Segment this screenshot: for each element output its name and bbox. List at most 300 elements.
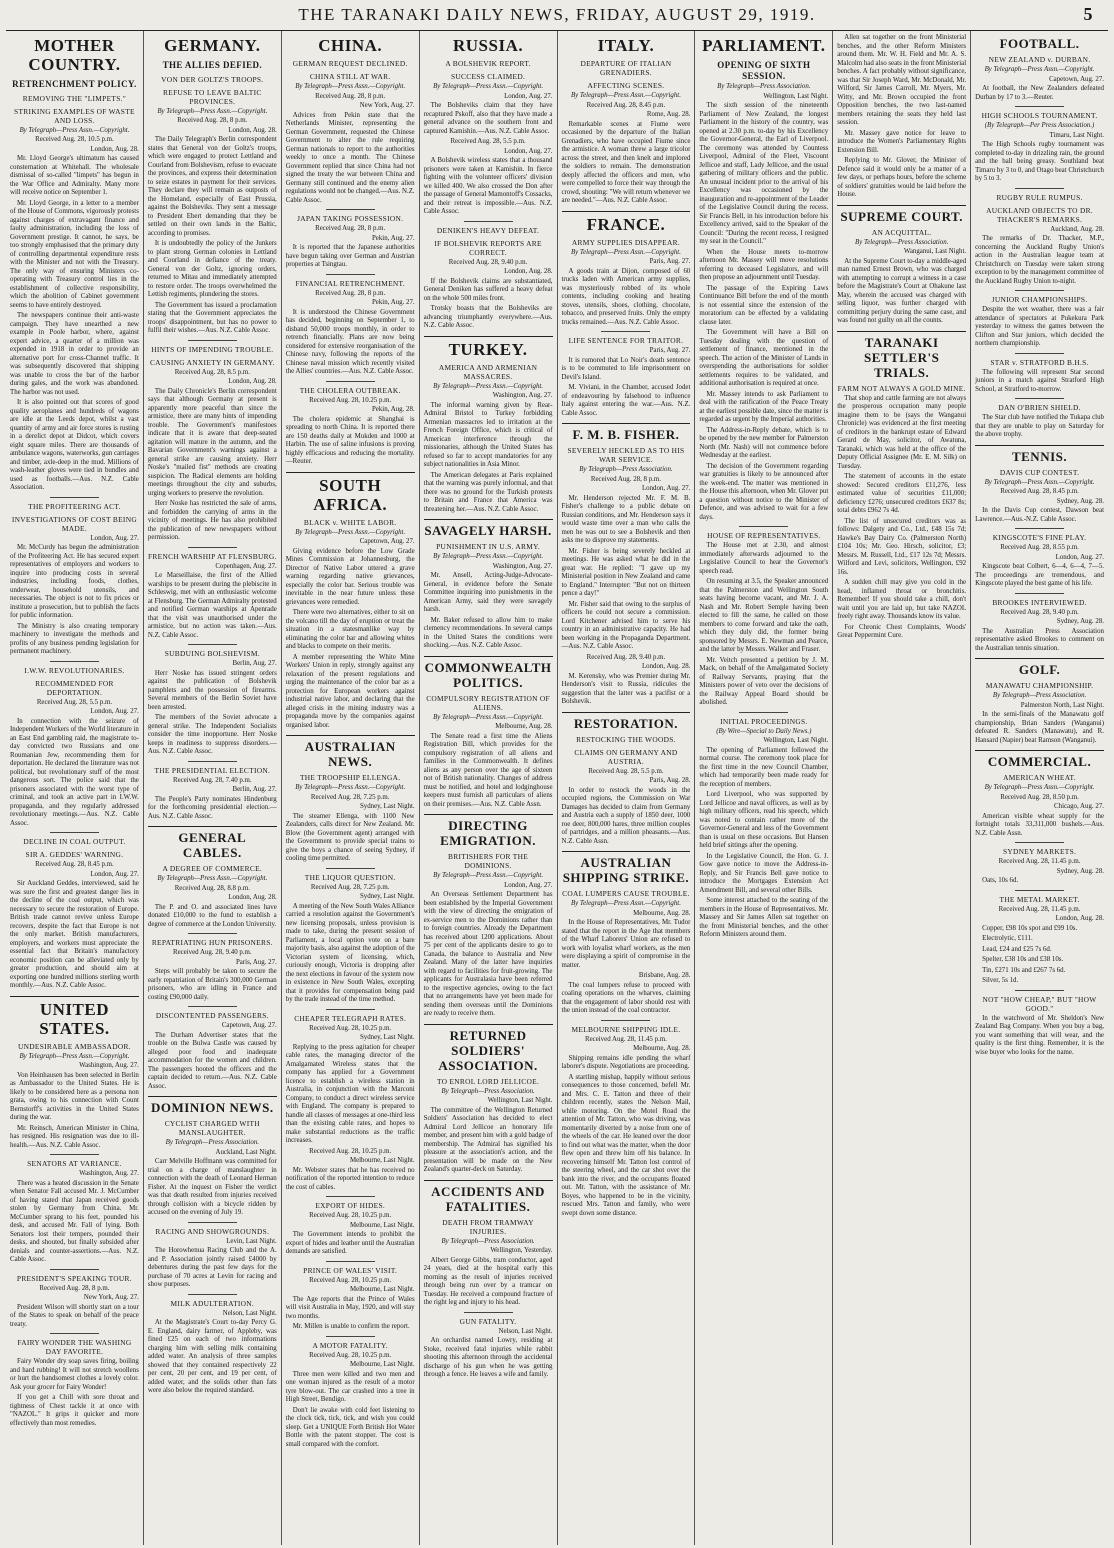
dateline: London, Aug. 27. xyxy=(641,485,691,492)
paragraph: In connection with the seizure of Independent Workers of the World literature in an East End gambling raid, the magistrate to-day convicted two Russians and one Roumanian Jew, recommending them for deportation. He declared the literature was not political, but revolutionary stuff of the most dangerous sort. The police said that the prisoners associated with the worst type of criminal, and took an active part in I.W.W. propaganda, and they regularly addressed revolutionary meetings.—Aus. N.Z. Cable Assoc. xyxy=(10,717,139,827)
subheading: THE LIQUOR QUESTION. xyxy=(304,872,396,882)
paragraph: Kingscote beat Colbert, 6—4, 6—4, 7—5. The proceedings are tremendous, and Kingscote played the best game of his life. xyxy=(975,563,1104,587)
subheading: SEVERELY HECKLED AS TO HIS WAR SERVICE. xyxy=(567,446,685,464)
paragraph: Lord Liverpool, who was supported by Lord Jellicoe and naval officers, as well as by high military officers, read his speech, which was noted to contain rather more of the Governor-General and less of the Government than is usual on these occasions. But Hansen held brief sittings after the opening. xyxy=(699,791,829,849)
dateline: Washington, Aug. 27. xyxy=(79,1170,139,1177)
dateline: Pekin, Aug. 28. xyxy=(371,406,415,413)
subheading: AMERICA AND ARMENIAN MASSACRES. xyxy=(438,362,538,381)
section-heading: FRANCE. xyxy=(586,214,666,234)
paragraph: Silver, 5s 1d. xyxy=(982,977,1019,984)
paragraph: M. Kerensky, who was Premier during Mr. Henderson's visit to Russia, ridicules the suggestion that the latter was a pacifist or a Bolshevik. xyxy=(561,672,691,705)
dateline: London, Aug. 27. xyxy=(504,147,553,155)
paragraph: Mr. Henderson rejected Mr. F. M. B. Fisher's challenge to a public debate on Russian conditions, and Mr. Henderson says it would waste time over a man who calls the men he was out to see a Bolshevik and then asks me to disprove my statements. xyxy=(561,494,691,544)
dateline: Rome, Aug. 28. xyxy=(646,111,691,118)
paragraph: Mr. Lloyd George, in a letter to a member of the House of Commons, vigorously protests against charges of extravagant finance and faulty administration, including the loss of Government prestige. It cannot, he says, be too strongly emphasised that the primary duty of controlling departmental expenditure rests with the Minister and not with the Treasury. The only way of ensuring Ministers co-operating with Treasury control lies in the establishment of collective responsibility, which the abolition of Cabinet government seems to have entirely destroyed. xyxy=(10,199,139,309)
paragraph: In the watchword of Mr. Sheldon's New Zealand Bag Company. When you buy a bag, you want something that will wear, and the quality is the first thing. Remember, it is the wise buyer who looks for the name. xyxy=(975,1014,1104,1056)
received-line: Received Aug. 28, 8.5 p.m. xyxy=(174,368,250,376)
paragraph: Three men were killed and two men and one woman injured as the result of a motor tyre blow-out. The car crashed into a tree in High Street, Bendigo. xyxy=(285,1370,415,1403)
section-divider xyxy=(424,656,553,657)
subheading: INVESTIGATIONS OF COST BEING MADE. xyxy=(11,514,137,533)
paragraph: American visible wheat supply for the fortnight totals 33,311,000 bushels.—Aus. N.Z. Cable Assn. xyxy=(975,812,1104,837)
dateline: Melbourne, Last Night. xyxy=(349,1361,415,1368)
article-heading: COMMONWEALTH POLITICS. xyxy=(424,659,552,690)
article-heading: DIRECTING EMIGRATION. xyxy=(440,818,537,848)
byline: By Telegraph—Press Association. xyxy=(441,1087,535,1095)
subheading: DAVIS CUP CONTEST. xyxy=(999,467,1080,477)
paragraph: The Government will have a Bill on Tuesday dealing with the question of settlement of finance, mentioned in the speech. The action of the Minister of Lands in overspending the authorisations for soldier settlements requires to be validated, and additional authorisation is required at once. xyxy=(699,329,829,387)
paragraph: The members of the Soviet advocate a general strike. The Independent Socialists consider the time inopportune. Herr Noske keeps in readiness to suppress disorders.—Aus. N.Z. Cable Assoc. xyxy=(147,714,277,755)
article-divider xyxy=(1015,106,1064,107)
paragraph: It is rumored that Lo Noir's death sentence is to be commuted to life imprisonment on Devil's Island. xyxy=(561,356,691,381)
received-line: Received Aug. 28, 8 p.m. xyxy=(39,1284,110,1292)
subheading: DECLINE IN COAL OUTPUT. xyxy=(23,837,126,846)
received-line: Received Aug. 28, 5.5 p.m. xyxy=(588,767,664,775)
paragraph: The Government intends to prohibit the export of hides and leather until the Australian demands are satisfied. xyxy=(285,1231,415,1255)
article-heading: SUPREME COURT. xyxy=(840,208,963,224)
paragraph: Allen sat together on the front Ministerial benches, and the other Reform Ministers around them. Mr. W. H. Field and Mr. A. S. Malcolm had also seats in the front Ministerial benches. A fact probably without significance, was that Sir Joseph Ward, Mr. McDonald, Mr. Wilford, Sir James Carroll, Mr. Myers, Mr. Witty, and Mr. Brown occupied the front Opposition benches, the two last-named members retaining the seats they held last session. xyxy=(837,34,967,126)
subheading: DISCONTENTED PASSENGERS. xyxy=(155,1011,269,1020)
subheading: MELBOURNE SHIPPING IDLE. xyxy=(571,1024,681,1034)
dateline: London, Aug. 28. xyxy=(228,378,277,385)
paragraph: Mr. Fisher said that owing to the surplus of officers he could not secure a commission. Lord Kitchener advised him to serve his country in an administrative capacity. He had been working in the Propaganda Department.—Aus. N.Z. Cable Assoc. xyxy=(561,600,691,650)
dateline: London, Aug. 27. xyxy=(90,708,139,715)
section-divider xyxy=(975,445,1104,446)
paragraph: Herr Noske has restricted the sale of arms, and forbidden the carrying of arms in the vicinity of meetings. He has also prohibited the publication of new newspapers without permission. xyxy=(147,500,277,541)
subheading: CAUSING ANXIETY IN GERMANY. xyxy=(149,357,275,367)
section-divider xyxy=(286,735,415,736)
dateline: Wanganui, Last Night. xyxy=(903,248,967,255)
article-divider xyxy=(50,497,99,498)
received-line: Received Aug. 28, 5.5 p.m. xyxy=(450,138,526,145)
byline: By Telegraph—Press Assn.—Copyright. xyxy=(157,875,268,882)
received-line: Received Aug. 28, 8 p.m. xyxy=(177,117,248,124)
paragraph: The passage of the Expiring Laws Continuance Bill before the end of the month is not essential since the extension of the moratorium can be effected by a validating clause later. xyxy=(699,284,829,326)
masthead-title: THE TARANAKI DAILY NEWS, FRIDAY, AUGUST 29, 1919. xyxy=(298,5,816,24)
dateline: London, Aug. 27. xyxy=(90,534,139,542)
section-heading: GERMANY. xyxy=(164,36,261,55)
received-line: Received Aug. 28, 10.25 p.m. xyxy=(309,1276,392,1284)
paragraph: At the Magistrate's Court to-day Percy G. E. England, dairy farmer, of Appleby, was fined £25 on each of two informations charging him with selling milk containing added water. An analysis of three samples showed that they contained respectively 22 per cent, 20 per cent, and 19 per cent, of added water, and the solids other than fats were also below the required standard. xyxy=(147,1319,277,1394)
section-heading: TURKEY. xyxy=(448,339,528,359)
received-line: Received Aug. 28, 8.8 p.m. xyxy=(174,884,250,892)
subheading: JAPAN TAKING POSSESSION. xyxy=(297,214,404,223)
subheading: DEATH FROM TRAMWAY INJURIES. xyxy=(442,1217,534,1236)
dateline: Capetown, Aug. 27. xyxy=(221,1022,277,1029)
subheading: HOUSE OF REPRESENTATIVES. xyxy=(707,531,821,540)
received-line: Received Aug. 28, 10.5 p.m. xyxy=(35,136,114,143)
paragraph: The following will represent Star second juniors in a match against Stratford High School, at Stratford to-morrow. xyxy=(975,368,1104,393)
subheading: SIR A. GEDDES' WARNING. xyxy=(25,850,124,859)
paragraph: Despite the wet weather, there was a fair attendance of spectators at Pukekura Park yesterday to witness the games between the Clifton and Star juniors, which decided the northern championship. xyxy=(975,306,1104,347)
article-divider xyxy=(1015,990,1064,991)
subheading: THE METAL MARKET. xyxy=(999,894,1080,904)
paragraph: A startling mishap, happily without serious consequences to those concerned, befell Mr. and Mrs. C. E. Tatton and three of their children recently, states the Nelson Mail, while motoring. On the Motel Road the attention of Mr. Tatton, who was driving, was momentarily diverted by a noise from one of the wheels of the car. He leaned over the door to find out what was the matter, when the door flew open and threw him off his balance. In recovering himself Mr. Tatton lost control of the steering wheel, and the car shot over the bank into the river, and the occupants floated out. Mr. Tatton, with the assistance of Mr. Boyes, who happened to be in the vicinity, rescued Mrs. Tatton and family, who were swept down some distance. xyxy=(561,1073,691,1217)
received-line: Received Aug. 28, 10.25 p.m. xyxy=(309,1024,392,1032)
article-divider xyxy=(50,1269,99,1270)
subheading: RESTOCKING THE WOODS. xyxy=(576,734,676,744)
subheading: I.W.W. REVOLUTIONARIES. xyxy=(24,665,125,675)
article-divider xyxy=(326,1196,375,1197)
article-divider xyxy=(326,274,375,275)
dateline: London, Aug. 28. xyxy=(1055,915,1104,922)
paragraph: An Overseas Settlement Department has been established by the Imperial Government with the view of directing the emigration of ex-service men to the Dominions rather than to foreign countries. Already the Department has received about 1200 applications. About 75 per cent of the applicants desire to go to Canada, the balance to Australia and New Zealand. Many of the latter have inquiries with regard to facilities for fruit-growing. The applicants for Australasia have been referred to the respective agencies, owing to the fact that no arrangements have yet been made for sending them overseas until the Dominions are ready to receive them. xyxy=(423,891,553,1017)
section-heading: ITALY. xyxy=(597,36,655,55)
paragraph: Mr. Massey gave notice for leave to introduce the Women's Parliamentary Rights Extension Bill. xyxy=(837,129,967,154)
paragraph: At football, the New Zealanders defeated Durban by 17 to 3.—Reuter. xyxy=(975,85,1104,101)
byline: By Telegraph—Press Assn.—Copyright. xyxy=(157,107,268,115)
subheading: RACING AND SHOWGROUNDS. xyxy=(155,1226,270,1236)
received-line: Received Aug. 28, 10.25 p.m. xyxy=(309,396,392,404)
article-divider xyxy=(188,644,237,645)
paragraph: The Horowhenua Racing Club and the A. and P. Association jointly raised £4000 by debentures during the past few days for the purchase of 70 acres at Levin for racing and show purposes. xyxy=(147,1247,277,1288)
article-heading: GOLF. xyxy=(1018,662,1061,677)
dateline: Melbourne, Aug. 28. xyxy=(495,723,553,730)
paragraph: Mr. Lloyd George's ultimatum has caused consternation at Whitehall. The wholesale dismissal of so-called "limpets" has begun in the War Office and Admiralty. Many more will receive notice on September 1. xyxy=(10,155,139,196)
section-divider xyxy=(837,205,966,206)
subheading: STAR v. STRATFORD B.H.S. xyxy=(990,357,1089,367)
paragraph: The Durham Advertiser states that the trouble on the Bulwa Castle was caused by alleged poor food and inadequate accommodation for the women and children. The passengers hooted the officers and the captain decided to return.—Aus. N.Z. Cable Assoc. xyxy=(147,1031,277,1090)
section-divider xyxy=(975,658,1104,659)
dateline: Sydney, Aug. 28. xyxy=(1056,618,1104,625)
paragraph: The newspapers continue their anti-waste campaign. They have unearthed a new example in Poole harbor, where, against expert advice, a quarter of a million was expended in 1918 in order to provide an alternative port for cross-Channel traffic. It was subsequently discovered that shipping was unable to cross the bar of the harbor during gales, and the work was abandoned. The harbor was not used. xyxy=(10,312,139,396)
dateline: Pekin, Aug. 27. xyxy=(371,234,415,242)
dateline: London, Aug. 28. xyxy=(504,268,553,275)
paragraph: Mr. Ansell, Acting-Judge-Advocate-General, in evidence before the Senate Committee inquiring into punishments in the American Army, said they were savagely harsh. xyxy=(423,572,553,613)
byline: By Telegraph—Press Assn.—Copyright. xyxy=(433,872,544,879)
section-divider xyxy=(424,814,553,815)
received-line: Received Aug. 28, 5.5 p.m. xyxy=(36,698,113,706)
paragraph: A meeting of the New South Wales Alliance carried a resolution against the Government's new licensing proposals, unless provision is made to take, during the present session of Parliament, a local option vote on a bare majority basis, also against the adoption of the Victorian system of licensing, which, curiously enough, Victoria is dropping after the next elections in favour of the system now in existence in New South Wales, excepting that it provides for compensation being paid by the trade instead of the time method. xyxy=(285,902,415,1003)
subheading: THE PRESIDENTIAL ELECTION. xyxy=(154,765,271,775)
paragraph: Lead, £24 and £25 7s 6d. xyxy=(982,945,1052,953)
article-divider xyxy=(326,1009,375,1010)
paragraph: In the Legislative Council, the Hon. G. J. Gow gave notice to move the Address-in-Reply, and Sir Francis Bell gave notice to introduce the Mortgages Extension Act Amendment Bill, and several other Bills. xyxy=(699,852,829,894)
headline: OPENING OF SIXTH SESSION. xyxy=(717,60,811,81)
dateline: New York, Aug. 27. xyxy=(359,102,415,109)
section-heading: CHINA. xyxy=(318,36,383,55)
subheading: BLACK v. WHITE LABOR. xyxy=(303,517,397,527)
paragraph: Von Heinhausen has been selected in Berlin as Ambassador to the United States. He is likely to be considered here as a persona non grata, owing to his connection with Count Bernstorff's activities in the United States during the war. xyxy=(10,1071,139,1121)
paragraph: The Government has issued a proclamation stating that the Government appreciates the troops' disappointment, but has no power to fulfil their wishes.—Aus. N.Z. Cable Assoc. xyxy=(147,301,277,334)
paragraph: The Senate read a first time the Aliens Registration Bill, which provides for the compulsory registration of all aliens and families in the Commonwealth. It defines aliens as any person over the age of sixteen not of British nationality. Changes of address must be notified, and hotel and lodginghouse keepers must furnish all particulars of aliens on their premises.—Aus. N.Z. Cable Assn. xyxy=(423,732,553,808)
paragraph: M. Viviani, in the Chamber, accused Jodet of endeavouring by falsehood to influence Italy against entering the war.—Aus. N.Z. Cable Assoc. xyxy=(561,384,691,417)
subheading: REPATRIATING HUN PRISONERS. xyxy=(151,938,273,947)
dateline: Melbourne, Aug. 28. xyxy=(633,1045,691,1052)
article-divider xyxy=(188,1222,237,1223)
dateline: Wellington, Last Night. xyxy=(763,737,829,744)
column-1 xyxy=(6,31,144,1545)
section-divider xyxy=(562,851,691,852)
paragraph: The Bolsheviks claim that they have recaptured Pskoff, also that they have made a general advance on the southern front and captured Kamishin.—Aus. N.Z. Cable Assoc. xyxy=(423,102,553,135)
subheading: PUNISHMENT IN U.S. ARMY. xyxy=(436,542,540,551)
headline: RETRENCHMENT POLICY. xyxy=(12,79,137,89)
article-heading: AUSTRALIAN SHIPPING STRIKE. xyxy=(562,855,690,885)
received-line: Received Aug. 28, 11.45 p.m. xyxy=(585,1035,667,1043)
paragraph: The steamer Ellenga, with 1100 New Zealanders, calls direct for New Zealand. Mr. Blow (the Government agent) arranged with the Government to provide special trains to give the boys a chance of seeing Sydney, if cooling time permitted. xyxy=(285,812,415,862)
article-divider xyxy=(50,661,99,662)
byline: By Telegraph—Press Assn.—Copyright. xyxy=(984,66,1095,73)
paragraph: Fairy Wonder dry soap saves firing, boiling and hard rubbing! It will not stretch woollens or hurt the handsomest clothes a lovely color. Ask your grocer for Fairy Wonder! xyxy=(10,1358,139,1391)
article-divider xyxy=(1015,842,1064,843)
paragraph: The sixth session of the nineteenth Parliament of New Zealand, the longest Parliament in the history of the country, was opened at 2.30 p.m. to-day by his Excellency the Governor-General, the Earl of Liverpool. The ceremony was attended by Countess Liverpool, Admiral of the Fleet, Viscount Jellicoe and staff, Lady Jellicoe, and the usual gathering of military officers and the public. An unusual incident prior to the arrival of his Excellency was occasioned by the inauguration and re-appointment of the Leader of the Legislative Council during the recess. Sir Francis Bell, in his introduction before his Excellency arrived, said to the Speaker of the Council: "During the recent recess, I resigned my seat in the Council." xyxy=(699,102,829,245)
received-line: Received Aug. 28, 10.25 p.m. xyxy=(309,1147,392,1155)
byline: By Telegraph—Press Assn.—Copyright. xyxy=(984,784,1095,791)
paragraph: The list of unsecured creditors was as follows: Dalgety and Co., Ltd., £48 15s 7d; Hawke's Bay Dairy Co. (Palmerston North) £104 10s; Mr. Geo. Hirsch, solicitor, £3; Messrs. M. Russell, Ltd., £17 12s 7d; Messrs. Wilford and Levi, solicitors, Wellington, £92 16s. xyxy=(837,517,967,576)
dateline: Auckland, Last Night. xyxy=(215,1148,277,1156)
dateline: Levin, Last Night. xyxy=(226,1237,277,1245)
paragraph: The decision of the Government regarding war gratuities is likely to be announced after the week-end. The matter was mentioned in the House this afternoon, when Mr. Glover put a question without notice to the Minister of Defence, and was advised to wait for a few days. xyxy=(699,462,829,521)
byline: By Telegraph—Press Assn.—Copyright. xyxy=(984,478,1095,486)
article-divider xyxy=(1015,290,1064,291)
article-divider xyxy=(326,868,375,869)
received-line: Received Aug. 28, 8.45 p.m. xyxy=(35,861,114,868)
paragraph: Replying to the press agitation for cheaper cable rates, the managing director of the Amalgamated Wireless states that the company has applied for a Government licence to establish a wireless station in Australia, in conjunction with the Marconi Company, to conduct a direct wireless service with England. The company is prepared to handle all classes of messages at one-third less than the existing cable rates, and hopes to make substantial reductions as the traffic increases. xyxy=(285,1043,415,1144)
subheading: SUCCESS CLAIMED. xyxy=(450,72,526,81)
dateline: Timaru, Last Night. xyxy=(1049,131,1104,139)
byline: By Telegraph—Press Assn.—Copyright. xyxy=(570,900,681,907)
received-line: Received Aug. 28, 11.45 p.m. xyxy=(998,905,1081,913)
subheading: SUBDUING BOLSHEVISM. xyxy=(164,649,260,658)
headline: THE ALLIES DEFIED. xyxy=(162,60,263,70)
dateline: London, Aug. 28. xyxy=(90,145,139,153)
section-divider xyxy=(562,211,691,212)
byline: By Telegraph—Press Association. xyxy=(855,238,949,246)
article-divider xyxy=(188,340,237,341)
columns xyxy=(6,31,1108,1545)
received-line: Received Aug. 28, 8.45 p.m. xyxy=(1000,488,1079,495)
article-heading: SAVAGELY HARSH. xyxy=(424,523,552,538)
article-heading: RESTORATION. xyxy=(573,715,678,731)
article-heading: GENERAL CABLES. xyxy=(178,830,247,860)
paragraph: The Australian Press Association representative asked Brookes to comment on the Australian tennis situation. xyxy=(975,627,1104,652)
paragraph: The Ministry is also creating temporary machinery to investigate the methods and profits of any business pending legislation for permanent machinery. xyxy=(10,622,139,655)
subheading: THE CHOLERA OUTBREAK. xyxy=(299,385,401,395)
article-heading: TENNIS. xyxy=(1011,448,1068,464)
subheading: VON DER GOLTZ'S TROOPS. xyxy=(161,74,264,84)
article-divider xyxy=(50,832,99,833)
paragraph: The remarks of Dr. Thacker, M.P., concerning the Auckland Rugby Union's action in the Australian league team at Christchurch on Tuesday were taken strong exception to by the management committee of the Auckland Rugby Union to-night. xyxy=(975,235,1104,285)
dateline: Nelson, Last Night. xyxy=(498,1327,553,1335)
paragraph: Giving evidence before the Low Grade Mines Commission at Johannesburg, the Director of Native Labor uttered a grave warning regarding native grievances, especially the color bar. Serious trouble was inevitable in the near future unless these grievances were remedied. xyxy=(285,547,415,606)
paragraph: On resuming at 3.5, the Speaker announced that the Palmerston and Wellington South seats having become vacant, and Mr. J. A. Nash and Mr. Robert Semple having been elected to fill the same, he called on those members to come forward and take the oath, which they duly did, the former being sponsored by Messrs. E. Newman and Pearce, and the latter by Messrs. Walker and Fraser. xyxy=(699,578,829,653)
section-divider xyxy=(10,996,139,997)
paragraph: The opening of Parliament followed the normal course. The ceremony took place for the first time in the new Council Chamber, which had temporarily been made ready for the reception of members. xyxy=(699,746,829,788)
paragraph: A goods train at Dijon, composed of 60 trucks laden with American army supplies, was mysteriously robbed of its whole contents, including cooking and heating stoves, utensils, shoes, clothing, chocolate, tobacco, and preserved fruits. Only the empty trucks remained.—Aus. N.Z. Cable Assoc. xyxy=(561,267,691,326)
section-divider xyxy=(562,712,691,713)
paragraph: Tin, £271 10s and £267 7s 6d. xyxy=(982,966,1066,974)
section-divider xyxy=(562,423,691,424)
paragraph: Electrolytic, £111. xyxy=(982,935,1033,942)
masthead xyxy=(6,0,1108,31)
received-line: Received Aug. 28, 11.45 p.m. xyxy=(998,858,1081,865)
dateline: Sydney, Aug. 28. xyxy=(1056,497,1104,505)
section-divider xyxy=(424,336,553,337)
paragraph: Spelter, £38 10s and £38 10s. xyxy=(982,956,1064,963)
subheading: THE TROOPSHIP ELLENGA. xyxy=(299,773,401,782)
received-line: Received Aug. 28, 9.40 p.m. xyxy=(586,653,666,661)
article-divider xyxy=(464,1312,513,1313)
dateline: Washington, Aug. 27. xyxy=(492,392,553,399)
dateline: London, Aug. 28. xyxy=(228,126,277,134)
paragraph: That shop and cattle farming are not always the prosperous occupation many people imagine them to be (says the Wanganui Chronicle) was evidenced at the first meeting of creditors in the bankrupt estate of Edward Gerard de May, solicitor, of Awatuna, Taranaki, which was held at the office of the Deputy Official Assignee (Mr. E. M. Silk) on Tuesday. xyxy=(837,394,967,470)
article-divider xyxy=(464,221,513,222)
section-divider xyxy=(424,519,553,520)
section-heading: PARLIAMENT. xyxy=(702,36,826,55)
paragraph: Herr Noske has issued stringent orders against the publication of Bolshevik pamphlets and the possession of firearms. Several members of the Berlin Soviet have been arrested. xyxy=(147,669,277,711)
dateline: Berlin, Aug. 27. xyxy=(232,660,277,667)
byline: By Telegraph—Press Association. xyxy=(579,466,673,473)
dateline: Nelson, Last Night. xyxy=(222,1309,277,1317)
received-line: Received Aug. 28, 8.55 p.m. xyxy=(1000,544,1079,551)
subheading: BRITISHERS FOR THE DOMINIONS. xyxy=(448,852,529,870)
article-divider xyxy=(326,209,375,210)
article-divider xyxy=(1015,398,1064,399)
article-heading: AUSTRALIAN NEWS. xyxy=(304,739,396,769)
paragraph: Mr. Millen is unable to confirm the report. xyxy=(292,1323,410,1330)
article-heading: TARANAKI SETTLER'S TRIALS. xyxy=(864,334,940,380)
paragraph: The informal warning given by Rear-Admiral Bristol to Turkey forbidding Armenian massacres led to irritation at the French Foreign Office, which is critical of American interference through the missionaries, although the United States has refused so far to accept mandatories for any subject nationalities in Asia Minor. xyxy=(423,401,553,468)
received-line: Received Aug. 28, 9.40 p.m. xyxy=(448,258,528,266)
subheading: MILK ADULTERATION. xyxy=(170,1298,255,1308)
subheading: FRENCH WARSHIP AT FLENSBURG. xyxy=(148,551,277,561)
received-line: Received Aug. 28, 7.25 p.m. xyxy=(310,793,390,801)
subheading: CHINA STILL AT WAR. xyxy=(309,72,391,81)
article-heading: COMMERCIAL. xyxy=(987,754,1092,769)
subheading: KINGSCOTE'S FINE PLAY. xyxy=(992,533,1087,542)
subheading: AUCKLAND OBJECTS TO DR. THACKER'S REMARKS. xyxy=(986,205,1093,224)
paragraph: Le Marseillaise, the first of the Allied warships to be present during the plebiscite in Schleswig, met with an enthusiastic welcome at Flensburg. The German Admiralty protested and notified German warships at Apenrade that the visit was unauthorised under the armistice, but no action was taken.—Aus. N.Z. Cable Assoc. xyxy=(147,572,277,639)
dateline: London, Aug. 27. xyxy=(504,92,553,100)
paragraph: For Chronic Chest Complaints, Woods' Great Peppermint Cure. xyxy=(837,623,967,639)
paragraph: It is also pointed out that scores of good quality aeroplanes and hundreds of wagons are idle at the Leeds depot, whilst a vast quantity of army and air force stores is rusting in a derelict depot at Didcot, which covers eight square miles. There are thousands of ambulance wagons, waterworks, gun carriages and timber, axle-deep in the mud. Millions of wash-leather gloves were tied in bundles and used as footballs.—Aus. N.Z. Cable Association. xyxy=(10,399,139,491)
subheading: GERMAN REQUEST DECLINED. xyxy=(292,59,408,68)
paragraph: In the Davis Cup contest, Dawson beat Lawrence.—Aus.-N.Z. Cable Assoc. xyxy=(975,507,1104,523)
received-line: Received Aug. 28, 9.40 p.m. xyxy=(172,949,252,956)
paragraph: Mr. McCurdy has begun the administration of the Profiteering Act. He has secured expert representatives of employers and workers to inquire into producing costs in several industries, including foods, clothes, underwear, household utensils, and necessaries. The object is not to fix prices or institute a prosecution, but to publish the facts for public information. xyxy=(10,544,139,619)
paragraph: Sir Auckland Geddes, interviewed, said he was sure the first and greatest danger lies in the decline of the coal output, which was necessary to secure the restoration of Europe. British trade cannot revive unless Europe recovers, despite the fact that Europe is not the only market. British manufacturers, employers, and workers must appreciate the essential fact that Britain's manufactory economic position can be alleviated only by greater production, and should aim at exporting one hundred millions sterling worth monthly.—Aus. N.Z. Cable Assoc. xyxy=(10,880,139,989)
received-line: Received Aug. 28, 7.25 p.m. xyxy=(310,883,390,891)
subheading: HINTS OF IMPENDING TROUBLE. xyxy=(151,344,274,354)
subheading: UNDESIRABLE AMBASSADOR. xyxy=(18,1041,131,1051)
paragraph: A member representing the White Mine Workers' Union in reply, strongly against any relaxation of the present regulations and urging the maintenance of the color bar as a protection for European workers against industrial native labor, and declaring that the alleged crisis in the mining industry was a propaganda move by the companies against organised labor. xyxy=(285,653,415,729)
received-line: Received Aug. 28, 8.45 p.m. xyxy=(586,101,666,109)
subheading: AN ACQUITTAL. xyxy=(871,227,932,237)
subheading: CYCLIST CHARGED WITH MANSLAUGHTER. xyxy=(164,1119,260,1137)
article-divider xyxy=(739,712,788,713)
byline: By Telegraph—Press Assn.—Copyright. xyxy=(433,553,544,560)
subheading: FAIRY WONDER THE WASHING DAY FAVORITE. xyxy=(17,1338,132,1356)
subheading: GUN FATALITY. xyxy=(459,1316,517,1326)
received-line: Received Aug. 28, 8 p.m. xyxy=(590,475,661,483)
byline: By Telegraph—Press Assn.—Copyright. xyxy=(19,126,130,134)
dateline: Sydney, Last Night. xyxy=(359,893,415,900)
byline: By Telegraph—Press Association. xyxy=(165,1139,259,1146)
paragraph: Oats, 10s 6d. xyxy=(982,877,1019,884)
dateline: Brisbane, Aug. 28. xyxy=(638,972,691,979)
paragraph: The P. and O. and associated lines have donated £10,000 to the fund to establish a degree of commerce at the London University. xyxy=(147,903,277,928)
paragraph: The Daily Telegraph's Berlin correspondent states that General von der Goltz's troops, which were engaged to protect Lettland and Courland from Bolshevism, refuse to evacuate the provinces, and express their determination to seize estates in payment for their services. They declare they will remain as outposts of the Homeland, especially of East Prussia, against the Bolsheviks. They sent a message to President Ebert demanding that they be settled on their own lands in the Baltic, according to promises. xyxy=(147,136,277,237)
dateline: Melbourne, Aug. 28. xyxy=(633,909,691,917)
subheading: LIFE SENTENCE FOR TRAITOR. xyxy=(568,336,684,345)
article-divider xyxy=(326,381,375,382)
paragraph: It is reported that the Japanese authorities have begun taking over German and Austrian properties at Tsingtau. xyxy=(285,244,415,268)
subheading: BROOKES INTERVIEWED. xyxy=(992,597,1087,607)
dateline: London, Aug. 28. xyxy=(641,663,691,670)
received-line: Received Aug. 28, 8 p.m. xyxy=(315,92,386,100)
paragraph: Advices from Pekin state that the Netherlands Minister, representing the German Government, requested the Chinese Government to alter the rule requiring German nationals to report to the authorities weekly to once a month. The Chinese Government replied that since China had not signed the treaty the war between China and Germany still continued and the enemy alien regulations would not be changed.—Aus. N.Z. Cable Assoc. xyxy=(285,111,415,204)
article-divider xyxy=(188,547,237,548)
dateline: Chicago, Aug. 27. xyxy=(1054,803,1104,810)
dateline: Wellington, Last Night. xyxy=(487,1097,553,1104)
byline: By Telegraph—Press Assn.—Copyright. xyxy=(570,248,681,256)
article-divider xyxy=(1015,593,1064,594)
dateline: Pekin, Aug. 27. xyxy=(371,299,415,306)
subheading: COMPULSORY REGISTRATION OF ALIENS. xyxy=(426,693,550,712)
byline: (By Telegraph—Per Press Association.) xyxy=(984,122,1095,129)
paragraph: Some interest attached to the seating of the members in the House of Representatives. Mr. Massey and Sir James Allen sat together on the front Ministerial benches, and the other Reform Ministers around them. xyxy=(699,897,829,938)
dateline: London, Aug. 27. xyxy=(90,870,139,878)
dateline: Wellington, Yesterday. xyxy=(490,1247,553,1254)
paragraph: It is undoubtedly the policy of the Junkers to plant strong German colonies in Lettland and Courland in defiance of the treaty. General von der Goltz, ignoring orders, returned to Mitau and immediately attempted to restore order. The troops overwhelmed the Lettish regiments, plundering the stores. xyxy=(147,240,277,298)
dateline: Wellington, Last Night. xyxy=(763,92,829,100)
subheading: A BOLSHEVIK REPORT. xyxy=(445,59,531,68)
paragraph: If you get a Chill with sore throat and tightness of Chest tackle it at once with "NAZOL." It grips it quicker and more effectively than most remedies. xyxy=(10,1394,139,1427)
article-divider xyxy=(188,933,237,934)
subheading: DENIKEN'S HEAVY DEFEAT. xyxy=(436,225,540,235)
dateline: Paris, Aug. 27. xyxy=(235,958,277,966)
section-divider xyxy=(424,1024,553,1025)
dateline: Paris, Aug. 28. xyxy=(649,777,691,784)
column-5 xyxy=(558,31,696,1545)
article-divider xyxy=(1015,353,1064,354)
paragraph: When the House meets to-morrow afternoon Mr. Massey will move resolutions referring to deceased Legislators, and will then propose an adjournment until Tuesday. xyxy=(699,248,829,281)
paragraph: Steps will probably be taken to secure the early repatriation of Britain's 300,000 German prisoners, who are idling in France and costing £90,000 daily. xyxy=(147,968,277,1001)
section-divider xyxy=(286,472,415,473)
column-4 xyxy=(420,31,558,1545)
dateline: Berlin, Aug. 27. xyxy=(232,786,277,793)
dateline: Melbourne, Last Night. xyxy=(349,1157,415,1164)
article-divider xyxy=(326,1261,375,1262)
paragraph: President Wilson will shortly start on a tour of the States to speak on behalf of the peace treaty. xyxy=(10,1303,139,1328)
paragraph: The committee of the Wellington Returned Soldiers' Association has decided to elect Admiral Lord Jellicoe an honorary life member, and present him with a gold badge of membership. The Admiral has signified his pleasure at the association's action, and the presentation will be made on the New Zealand's quarter-deck on Saturday. xyxy=(423,1106,553,1173)
subheading: FINANCIAL RETRENCHMENT. xyxy=(295,278,405,288)
section-divider xyxy=(148,1096,277,1097)
byline: By Telegraph—Press Association. xyxy=(992,692,1087,699)
received-line: Received Aug. 28, 10.25 p.m. xyxy=(309,1351,392,1359)
article-heading: RETURNED SOLDIERS' ASSOCIATION. xyxy=(438,1027,538,1073)
paragraph: At the Supreme Court to-day a middle-aged man named Ernest Brown, who was charged with attempting to corrupt a witness in a case before the Magistrate's Court at Ohakune last May, wherein the accused was charged with selling liquor, was further charged with committing perjury during the same case, and was found not guilty on all the counts. xyxy=(837,257,967,324)
subheading: STRIKING EXAMPLES OF WASTE AND LOSS. xyxy=(14,106,135,125)
subheading: INITIAL PROCEEDINGS. xyxy=(720,716,808,726)
paragraph: A Bolshevik wireless states that a thousand prisoners were taken at Kamishin. In fierce fighting with the volunteer officers' division we killed 400. We also crossed the Don after the passage of General Mamontoff's Cossacks, and their retreat is impossible.—Aus. N.Z. Cable Assoc. xyxy=(423,157,553,215)
dateline: Capetown, Aug. 27. xyxy=(1049,75,1104,83)
paragraph: The High Schools rugby tournament was completed to-day in drizzling rain, the ground and the ball being greasy. Southland beat Timaru by 3 to 0, and Otago beat Christchurch by 5 to 3. xyxy=(975,141,1104,182)
subheading: PRESIDENT'S SPEAKING TOUR. xyxy=(16,1273,132,1283)
section-divider xyxy=(148,826,277,827)
subheading: MANAWATU CHAMPIONSHIP. xyxy=(985,681,1094,690)
column-7 xyxy=(833,31,971,1545)
section-heading: MOTHER COUNTRY. xyxy=(28,36,121,74)
subheading: SYDNEY MARKETS. xyxy=(1002,847,1077,856)
column-6 xyxy=(695,31,833,1545)
dateline: London, Aug. 27. xyxy=(504,881,553,889)
article-divider xyxy=(188,761,237,762)
subheading: DAN O'BRIEN SHIELD. xyxy=(998,403,1081,412)
dateline: Paris, Aug. 27. xyxy=(649,258,691,265)
paragraph: The American delegates at Paris explained that the warning was purely informal, and that there was no ground for the Turkish protests to Britain and France that America was threatening her.—Aus. N.Z. Cable Assoc. xyxy=(423,471,553,513)
section-divider xyxy=(975,750,1104,751)
subheading: JUNIOR CHAMPIONSHIPS. xyxy=(991,295,1088,304)
